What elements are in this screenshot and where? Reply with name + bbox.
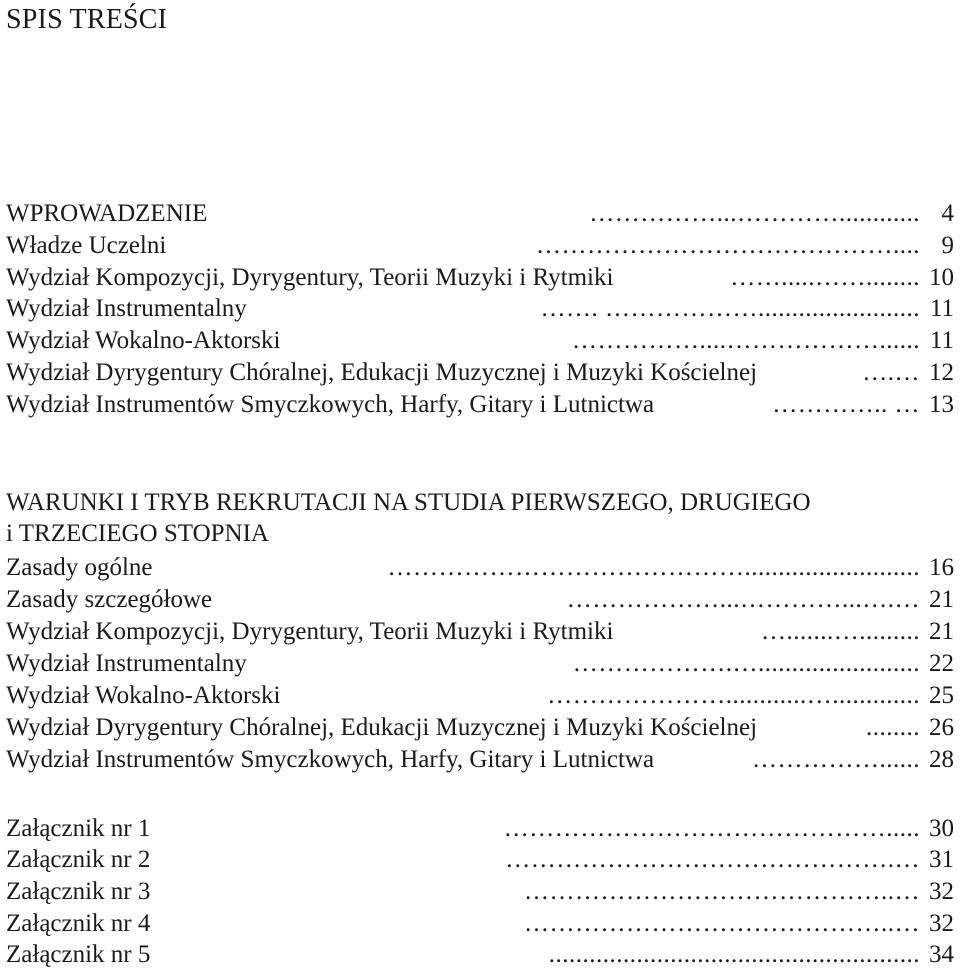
toc-entry-leader: ……………….…........................: [572, 650, 920, 677]
toc-entry-label: Wydział Instrumentalny: [6, 295, 247, 322]
section-heading-line: WARUNKI I TRYB REKRUTACJI NA STUDIA PIERWSZEGO, DRUGIEGO: [6, 489, 811, 516]
toc-entry[interactable]: [6, 617, 954, 647]
toc-entry-label: Wydział Kompozycji, Dyrygentury, Teorii Muzyki i Rytmiki: [6, 618, 614, 645]
toc-entry[interactable]: [6, 231, 954, 261]
toc-entry[interactable]: [6, 745, 954, 775]
toc-entry-leader: ……………....………………......: [572, 327, 920, 354]
toc-entry-page: 9: [941, 232, 954, 259]
toc-entry-label: Załącznik nr 1: [6, 815, 151, 842]
toc-entry-label: Wydział Dyrygentury Chóralnej, Edukacji Muzycznej i Muzyki Kościelnej: [6, 359, 758, 386]
toc-entry-leader: ........: [866, 714, 920, 741]
toc-entry[interactable]: [6, 553, 954, 583]
toc-entry[interactable]: [6, 358, 954, 388]
toc-entry[interactable]: [6, 845, 954, 875]
toc-entry-leader: …….....……........: [730, 264, 920, 291]
toc-entry-page: 11: [929, 327, 954, 354]
toc-entry-page: 31: [929, 846, 954, 873]
toc-entry[interactable]: [6, 877, 954, 907]
toc-entry-label: Zasady szczegółowe: [6, 586, 213, 613]
toc-entry-leader: ……. ………………........................: [540, 295, 920, 322]
toc-entry-label: Załącznik nr 5: [6, 941, 151, 968]
toc-entry-page: 34: [929, 941, 954, 968]
toc-entry-label: Władze Uczelni: [6, 232, 167, 259]
toc-entry-leader: ……………………………………....: [536, 232, 920, 259]
toc-entry-label: Wydział Instrumentów Smyczkowych, Harfy, Gitary i Lutnictwa: [6, 746, 655, 773]
toc-entry-label: Zasady ogólne: [6, 554, 153, 581]
toc-entry[interactable]: [6, 199, 954, 229]
toc-entry-page: 13: [929, 391, 954, 418]
toc-entry[interactable]: [6, 909, 954, 939]
toc-entry-leader: ……………………………………….....: [503, 815, 920, 842]
toc-entry-page: 32: [929, 878, 954, 905]
toc-entry-leader: ……………...…………............: [589, 200, 920, 227]
toc-entry-leader: .......................................................: [548, 941, 920, 968]
toc-entry-page: 26: [929, 714, 954, 741]
toc-entry[interactable]: [6, 585, 954, 615]
toc-entry-page: 28: [929, 746, 954, 773]
section-heading-recruitment[interactable]: [6, 487, 954, 549]
toc-entry-leader: ….......….........: [761, 618, 920, 645]
toc-entry[interactable]: [6, 390, 954, 420]
toc-entry-page: 4: [941, 200, 954, 227]
toc-entry-label: Załącznik nr 3: [6, 878, 151, 905]
toc-entry-page: 32: [929, 910, 954, 937]
toc-entry-page: 11: [929, 295, 954, 322]
toc-entry[interactable]: [6, 713, 954, 743]
toc-entry[interactable]: [6, 940, 954, 970]
toc-entry-page: 21: [929, 586, 954, 613]
toc-entry-label: Wydział Instrumentalny: [6, 650, 247, 677]
toc-entry-label: WPROWADZENIE: [6, 200, 208, 227]
toc-entry-leader: ………….. …: [772, 391, 920, 418]
toc-entry-label: Załącznik nr 4: [6, 910, 151, 937]
toc-entry-label: Wydział Wokalno-Aktorski: [6, 327, 281, 354]
toc-entry-leader: ………………...…………...….…: [566, 586, 920, 613]
toc-entry-page: 25: [929, 682, 954, 709]
toc-entry-page: 30: [929, 815, 954, 842]
toc-entry[interactable]: [6, 649, 954, 679]
toc-entry-leader: ….…: [862, 359, 920, 386]
toc-entry-label: Wydział Dyrygentury Chóralnej, Edukacji Muzycznej i Muzyki Kościelnej: [6, 714, 758, 741]
toc-entry[interactable]: [6, 263, 954, 293]
toc-entry-page: 22: [929, 650, 954, 677]
toc-entry-label: Wydział Kompozycji, Dyrygentury, Teorii Muzyki i Rytmiki: [6, 264, 614, 291]
toc-entry-page: 10: [929, 264, 954, 291]
section-heading-line: i TRZECIEGO STOPNIA: [6, 520, 269, 547]
toc-entry-leader: ……………………………………..…: [524, 878, 920, 905]
toc-entry[interactable]: [6, 814, 954, 844]
toc-entry-leader: ……………………………………….…: [505, 846, 920, 873]
toc-entry[interactable]: [6, 681, 954, 711]
toc-entry-page: 21: [929, 618, 954, 645]
toc-entry[interactable]: [6, 326, 954, 356]
page-title: SPIS TREŚCI: [6, 4, 168, 35]
toc-entry-page: 16: [929, 554, 954, 581]
toc-entry-leader: …………………............….............: [547, 682, 920, 709]
toc-entry-label: Wydział Instrumentów Smyczkowych, Harfy, Gitary i Lutnictwa: [6, 391, 655, 418]
toc-entry[interactable]: [6, 294, 954, 324]
toc-entry-leader: ……………......: [752, 746, 920, 773]
toc-entry-leader: ……………………………………..…: [524, 910, 920, 937]
toc-entry-leader: ……………………………………..........................: [387, 554, 920, 581]
toc-entry-page: 12: [929, 359, 954, 386]
toc-entry-label: Załącznik nr 2: [6, 846, 151, 873]
toc-entry-label: Wydział Wokalno-Aktorski: [6, 682, 281, 709]
